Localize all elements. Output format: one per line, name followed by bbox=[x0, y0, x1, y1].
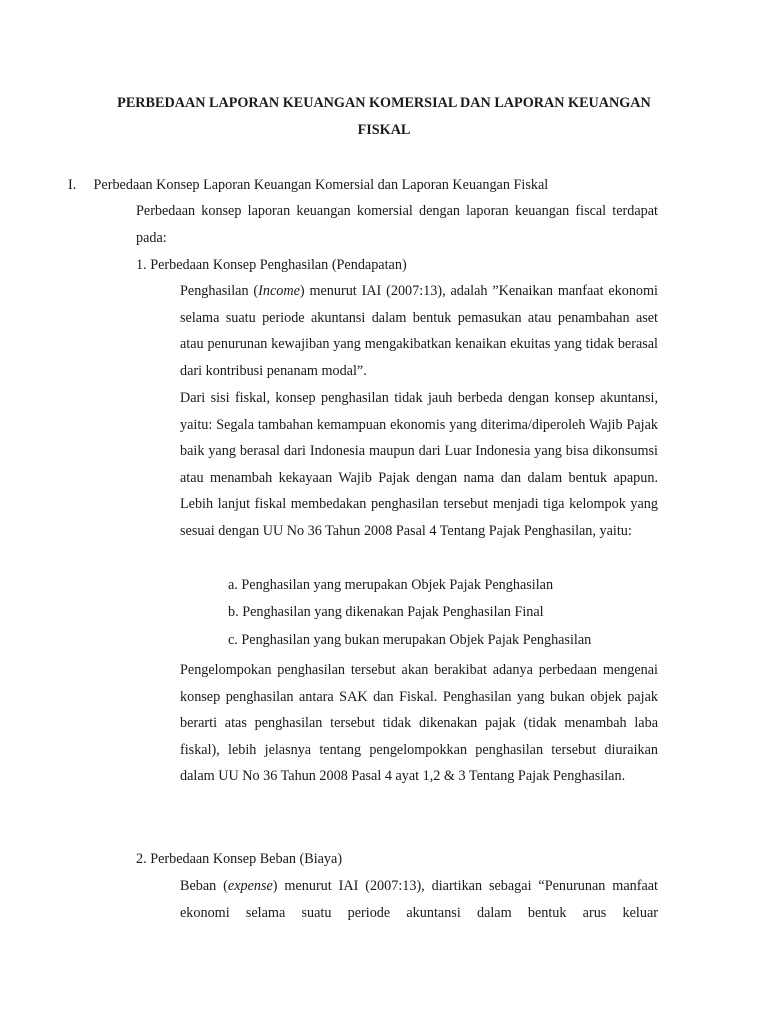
section-heading-text: Perbedaan Konsep Laporan Keuangan Komersial dan Laporan Keuangan Fiskal bbox=[93, 177, 549, 193]
section-intro: Perbedaan konsep laporan keuangan komersial dengan laporan keuangan fiscal terdapat pada: bbox=[136, 203, 658, 246]
item-1-p1-italic: Income bbox=[258, 283, 300, 299]
title-line-2: FISKAL bbox=[357, 122, 411, 138]
item-1-p1-before: Penghasilan ( bbox=[180, 283, 259, 299]
subitem-b: b. Penghasilan yang dikenakan Pajak Penghasilan Final bbox=[228, 604, 544, 620]
item-2-p1-italic: expense bbox=[227, 878, 273, 894]
item-2-p1-after: ) menurut IAI (2007:13), diartikan sebagai “Penurunan manfaat ekonomi selama suatu periode akuntansi dalam bentuk arus keluar bbox=[180, 878, 658, 921]
item-2-p1-before: Beban ( bbox=[180, 878, 228, 894]
document-title bbox=[70, 90, 698, 144]
section-heading bbox=[68, 172, 548, 199]
subitem-a: a. Penghasilan yang merupakan Objek Pajak Penghasilan bbox=[228, 577, 554, 593]
section-number: I. bbox=[68, 177, 77, 193]
item-1-heading: 1. Perbedaan Konsep Penghasilan (Pendapatan) bbox=[136, 257, 407, 273]
item-2-paragraph-1 bbox=[180, 873, 658, 926]
item-1-paragraph-2: Dari sisi fiskal, konsep penghasilan tidak jauh berbeda dengan konsep akuntansi, yaitu: Segala tambahan kemampuan ekonomis yang diterima/diperoleh Wajib Pajak baik yang berasal dari Indonesia maupun dari Luar Indonesia yang bisa dikonsumsi atau menambah kekayaan Wajib Pajak dengan nama dan dalam bentuk apapun. Lebih lanjut fiskal membedakan penghasilan tersebut menjadi tiga kelompok yang sesuai dengan UU No 36 Tahun 2008 Pasal 4 Tentang Pajak Penghasilan, yaitu: bbox=[180, 390, 658, 539]
item-1-paragraph-3: Pengelompokan penghasilan tersebut akan berakibat adanya perbedaan mengenai konsep penghasilan antara SAK dan Fiskal. Penghasilan yang bukan objek pajak berarti atas penghasilan tersebut tidak dikenakan pajak (tidak menambah laba fiskal), lebih jelasnya tentang pengelompokkan penghasilan tersebut diuraikan dalam UU No 36 Tahun 2008 Pasal 4 ayat 1,2 & 3 Tentang Pajak Penghasilan. bbox=[180, 662, 658, 785]
subitem-c: c. Penghasilan yang bukan merupakan Objek Pajak Penghasilan bbox=[228, 632, 592, 648]
title-line-1: PERBEDAAN LAPORAN KEUANGAN KOMERSIAL DAN LAPORAN KEUANGAN bbox=[117, 95, 651, 111]
item-2-heading: 2. Perbedaan Konsep Beban (Biaya) bbox=[136, 851, 343, 867]
item-1-p1-after: ) menurut IAI (2007:13), adalah ”Kenaikan manfaat ekonomi selama suatu periode akuntansi dalam bentuk pemasukan atau penambahan aset atau penurunan kewajiban yang mengakibatkan kenaikan ekuitas yang tidak berasal dari kontribusi penanam modal”. bbox=[180, 283, 658, 379]
item-1-paragraph-1 bbox=[180, 278, 658, 384]
